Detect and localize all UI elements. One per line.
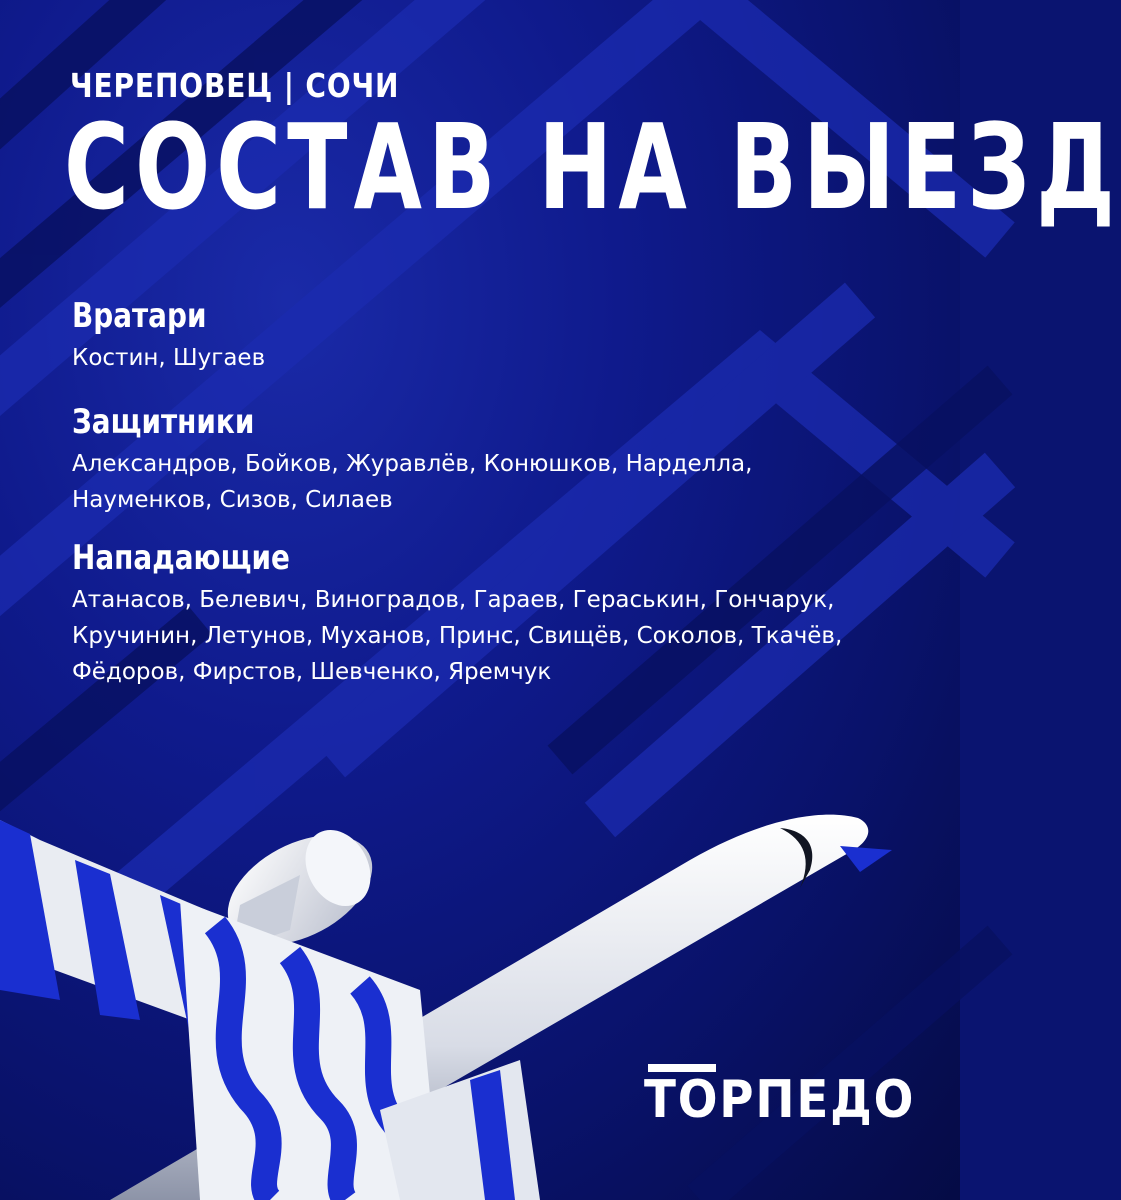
- forwards-names: Атанасов, Белевич, Виноградов, Гараев, Гераськин, Гончарук, Кручинин, Летунов, Муханов, Принс, Свищёв, Соколов, Ткачёв, Фёдоров, Фирстов, Шевченко, Яремчук: [72, 587, 843, 685]
- match-route: ЧЕРЕПОВЕЦ | СОЧИ: [70, 66, 400, 105]
- goalies-heading: Вратари: [72, 296, 207, 336]
- defensemen-names: Александров, Бойков, Журавлёв, Конюшков, Нарделла, Науменков, Сизов, Силаев: [72, 451, 753, 513]
- defensemen-heading: Защитники: [72, 402, 255, 442]
- goalies-names: Костин, Шугаев: [72, 345, 266, 371]
- page-title: СОСТАВ НА ВЫЕЗД: [64, 98, 1121, 236]
- torpedo-logo: ТОРПЕДО: [644, 1070, 916, 1130]
- forwards-heading: Нападающие: [72, 538, 290, 578]
